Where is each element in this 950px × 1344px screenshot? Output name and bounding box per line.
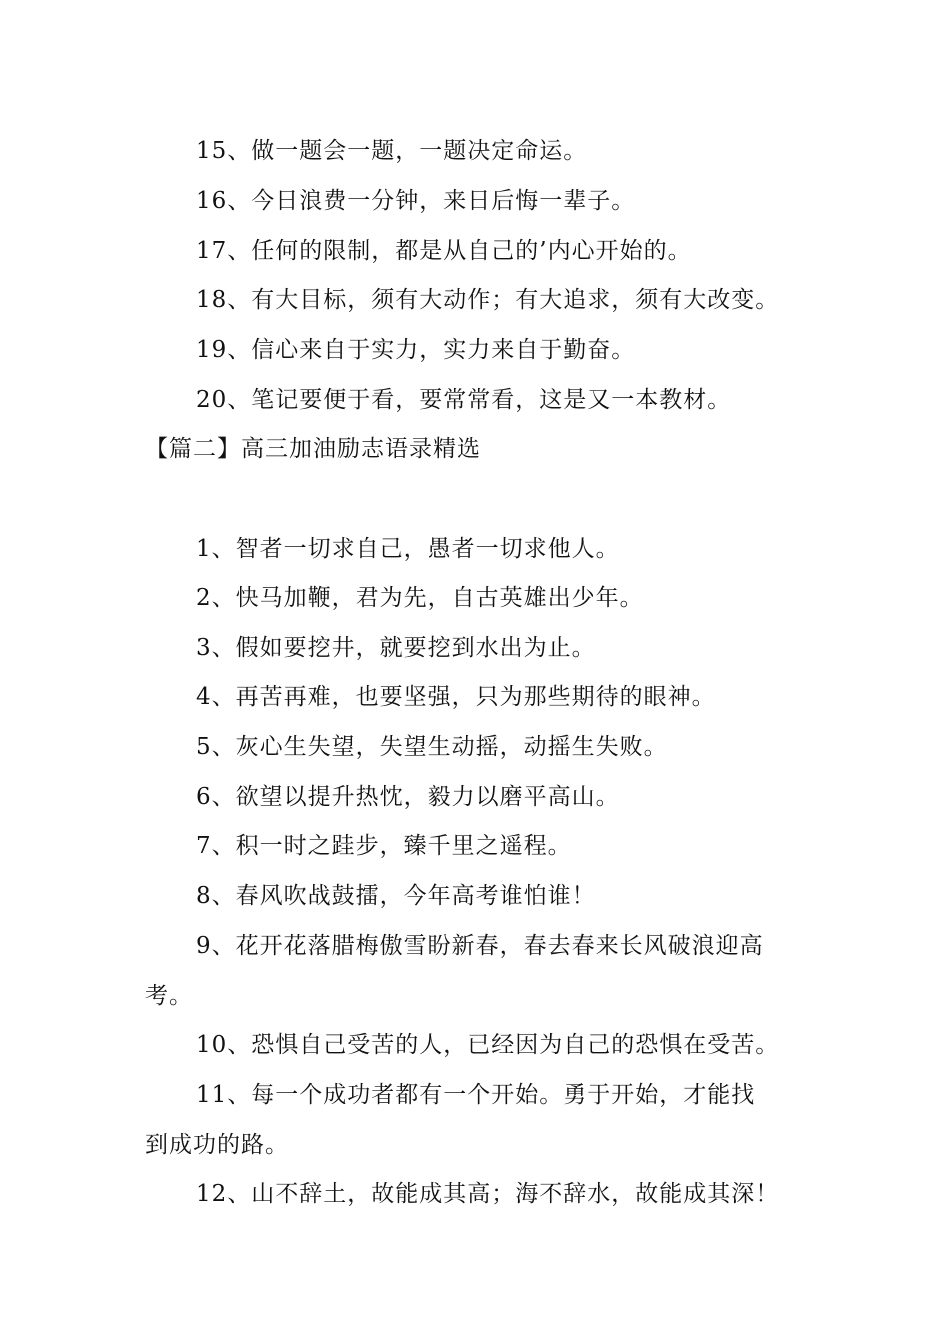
section-two-quote-11-continued: 到成功的路。 xyxy=(145,1132,289,1158)
section-two-quote-5: 5、灰心生失望，失望生动摇，动摇生失败。 xyxy=(196,734,668,760)
quote-19: 19、信心来自于实力，实力来自于勤奋。 xyxy=(196,337,636,363)
section-two-quote-8: 8、春风吹战鼓擂，今年高考谁怕谁！ xyxy=(196,883,596,909)
section-two-quote-3: 3、假如要挖井，就要挖到水出为止。 xyxy=(196,635,596,661)
section-two-quote-2: 2、快马加鞭，君为先，自古英雄出少年。 xyxy=(196,585,644,611)
quote-20: 20、笔记要便于看，要常常看，这是又一本教材。 xyxy=(196,387,732,413)
section-two-quote-6: 6、欲望以提升热忱，毅力以磨平高山。 xyxy=(196,784,620,810)
quote-17: 17、任何的限制，都是从自己的’内心开始的。 xyxy=(196,238,692,264)
section-two-quote-9-continued: 考。 xyxy=(145,983,193,1009)
quote-18: 18、有大目标，须有大动作；有大追求，须有大改变。 xyxy=(196,287,780,313)
quote-16: 16、今日浪费一分钟，来日后悔一辈子。 xyxy=(196,188,636,214)
section-two-quote-7: 7、积一时之跬步，臻千里之遥程。 xyxy=(196,833,572,859)
section-heading: 【篇二】高三加油励志语录精选 xyxy=(145,436,481,462)
quote-15: 15、做一题会一题，一题决定命运。 xyxy=(196,138,588,164)
section-two-quote-12: 12、山不辞土，故能成其高；海不辞水，故能成其深！ xyxy=(196,1181,780,1207)
section-two-quote-10: 10、恐惧自己受苦的人，已经因为自己的恐惧在受苦。 xyxy=(196,1032,780,1058)
section-two-quote-4: 4、再苦再难，也要坚强，只为那些期待的眼神。 xyxy=(196,684,716,710)
section-two-quote-1: 1、智者一切求自己，愚者一切求他人。 xyxy=(196,536,620,562)
section-two-quote-11: 11、每一个成功者都有一个开始。勇于开始，才能找 xyxy=(196,1082,756,1108)
section-two-quote-9: 9、花开花落腊梅傲雪盼新春，春去春来长风破浪迎高 xyxy=(196,933,764,959)
